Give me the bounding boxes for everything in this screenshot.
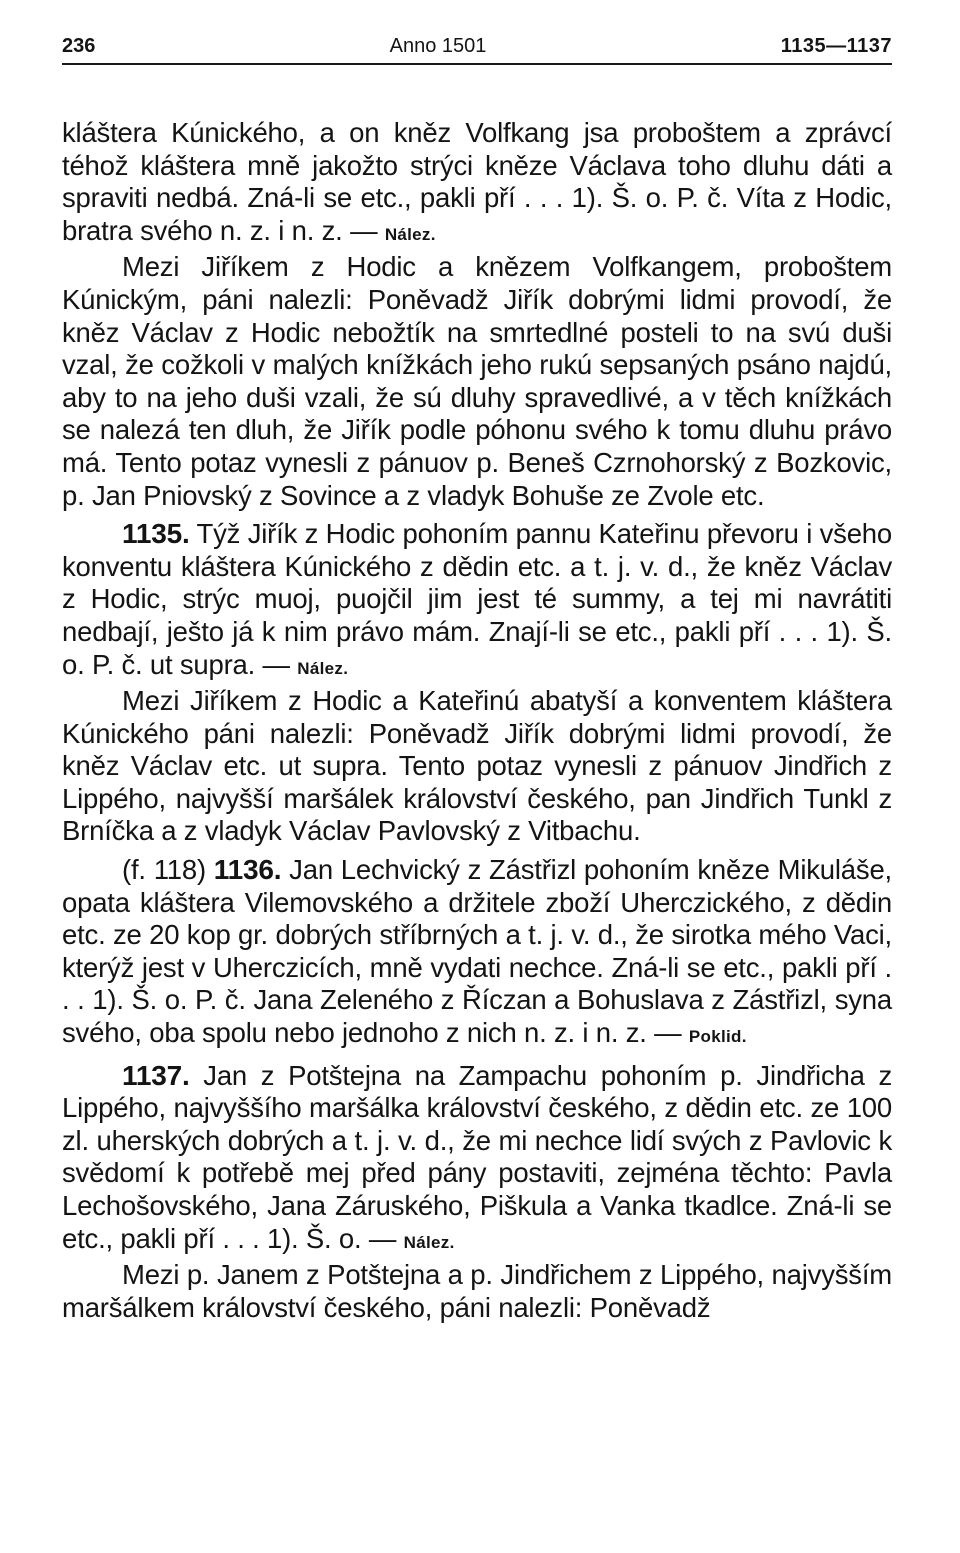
entry-range: 1135—1137: [780, 35, 892, 57]
paragraph-finding: [62, 685, 892, 848]
verdict-label: Poklid.: [688, 1027, 747, 1047]
entry-number: 1137.: [122, 1059, 190, 1091]
paragraph-text: Mezi Jiříkem z Hodic a Kateřinú abatyší a konventem kláštera Kúnického páni nalezli: Poněvadž Jiřík dobrými lidmi provodí, že kněz Václav etc. ut supra. Tento potaz vynesli z pánuov Jindřich z Lippého, najvyšší maršálek království českého, pan Jindřich Tunkl z Brníčka a z vladyk Václav Pavlovský z Vitbachu.: [62, 685, 892, 847]
verdict-label: Nález.: [384, 224, 436, 244]
entry-1137: [62, 1060, 892, 1260]
page-number: 236: [62, 35, 96, 57]
page-header: [62, 34, 892, 65]
book-page: [62, 34, 892, 1324]
entry-number: 1136.: [213, 854, 282, 886]
verdict-label: Nález.: [297, 658, 349, 678]
paragraph-finding: [62, 251, 892, 512]
paragraph-continuation: [62, 117, 892, 251]
folio-reference: (f. 118): [122, 854, 214, 886]
paragraph-text: Jan z Potštejna na Zampachu pohoním p. Jindřicha z Lippého, najvyššího maršálka království českého, z dědin etc. ze 100 zl. uherských dobrých a t. j. v. d., že mi nechce lidí svých z Pavlovic k svědomí k potřebě mej před pány postaviti, zejména těchto: Pavla Lechošovského, Jana Záruského, Piškula a Vanka tkadlce. Zná-li se etc., pakli pří . . . 1). Š. o. —: [62, 1059, 892, 1254]
paragraph-text: kláštera Kúnického, a on kněz Volfkang jsa proboštem a zprávcí téhož kláštera mně jakožto strýci kněze Václava toho dluhu dáti a spraviti nedbá. Zná-li se etc., pakli pří . . . 1). Š. o. P. č. Víta z Hodic, bratra svého n. z. i n. z. —: [62, 117, 892, 246]
entry-number: 1135.: [122, 518, 190, 550]
running-title: Anno 1501: [389, 35, 487, 57]
paragraph-text: Jan Lechvický z Zástřizl pohoním kněze Mikuláše, opata kláštera Vilemovského a držitele zboží Uherczického, z dědin etc. ze 20 kop gr. dobrých stříbrných a t. j. v. d., že sirotka mého Vaci, kterýž jest v Uherczicích, mně vydati nechce. Zná-li se etc., pakli pří . . . 1). Š. o. P. č. Jana Zeleného z Říczan a Bohuslava z Zástřizl, syna svého, oba spolu nebo jednoho z nich n. z. i n. z. —: [62, 854, 892, 1049]
paragraph-finding: [62, 1259, 892, 1324]
page-body: [62, 117, 892, 1324]
entry-1136: [62, 854, 892, 1054]
paragraph-text: Mezi Jiříkem z Hodic a knězem Volfkangem, proboštem Kúnickým, páni nalezli: Poněvadž Jiřík dobrými lidmi provodí, že kněz Václav z Hodic nebožtík na smrtedlné posteli to na svú duši vzal, že cožkoli v malých knížkách jeho rukú sepsaných psáno najdú, aby to na jeho duši vzali, že sú dluhy spravedlivé, a v těch knížkách se nalezá ten dluh, že Jiřík podle póhonu svého k tomu dluhu právo má. Tento potaz vynesli z pánuov p. Beneš Czrnohorský z Bozkovic, p. Jan Pniovský z Sovince a z vladyk Bohuše ze Zvole etc.: [62, 251, 892, 511]
verdict-label: Nález.: [403, 1232, 455, 1252]
paragraph-text: Týž Jiřík z Hodic pohoním pannu Kateřinu převoru i všeho konventu kláštera Kúnického z dědin etc. a t. j. v. d., že kněz Václav z Hodic, strýc muoj, puojčil jim jest té summy, a tej mi navrátiti nedbají, ješto já k nim právo mám. Znají-li se etc., pakli pří . . . 1). Š. o. P. č. ut supra. —: [62, 518, 892, 680]
paragraph-text: Mezi p. Janem z Potštejna a p. Jindřichem z Lippého, najvyšším maršálkem království českého, páni nalezli: Poněvadž: [62, 1259, 892, 1323]
entry-1135: [62, 518, 892, 685]
